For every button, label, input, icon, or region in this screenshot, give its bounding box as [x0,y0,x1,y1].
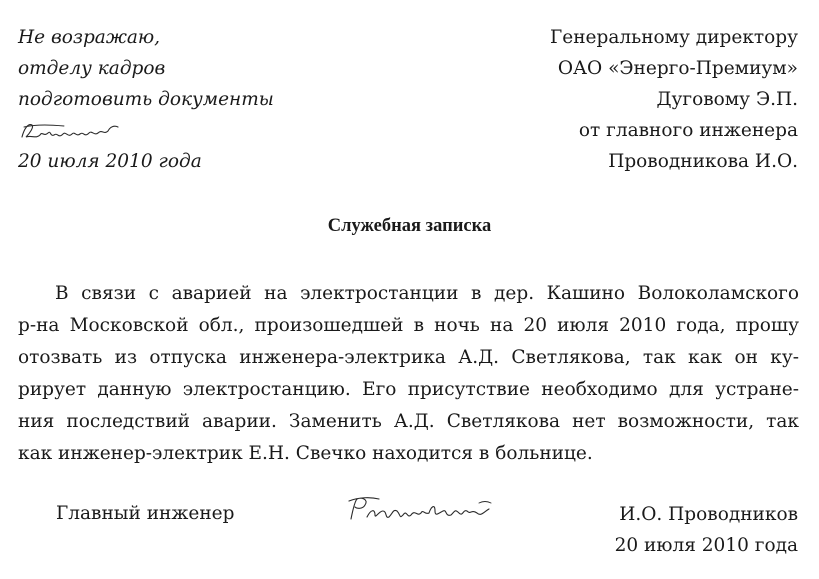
resolution-block [18,22,274,177]
director-signature [18,115,274,146]
resolution-date: 20 июля 2010 года [18,151,202,172]
signoff-date: 20 июля 2010 года [614,535,798,556]
addressee-block [550,22,798,177]
document-title: Служебная записка [327,216,492,236]
resolution-line-1: Не возражаю, [18,27,161,48]
signer-name: И.О. Проводников [619,504,798,525]
body-line: отозвать из отпуска инженера-электрика А.Д. Светлякова, так как он ку- [18,347,799,368]
addressee-line-4: от главного инженера [578,120,798,141]
addressee-line-2: ОАО «Энерго-Премиум» [557,58,798,79]
signer-position: Главный инженер [56,503,235,524]
resolution-line-3: подготовить документы [18,89,274,110]
addressee-line-1: Генеральному директору [550,27,798,48]
body-line: ния последствий аварии. Заменить А.Д. Светлякова нет возможности, так [18,411,799,432]
memo-body [18,278,799,470]
body-line: как инженер-электрик Е.Н. Свечко находится в больнице. [18,443,593,464]
addressee-line-3: Дуговому Э.П. [656,89,798,110]
engineer-signature [345,493,505,531]
body-line: р-на Московской обл., произошедшей в ночь на 20 июля 2010 года, прошу [18,315,799,336]
signer-block [615,499,798,561]
body-line: рирует данную электростанцию. Его присутствие необходимо для устране- [18,379,799,400]
resolution-line-2: отделу кадров [18,58,166,79]
addressee-line-5: Проводникова И.О. [608,151,798,172]
body-line: В связи с аварией на электростанции в дер. Кашино Волоколамского [55,283,799,304]
